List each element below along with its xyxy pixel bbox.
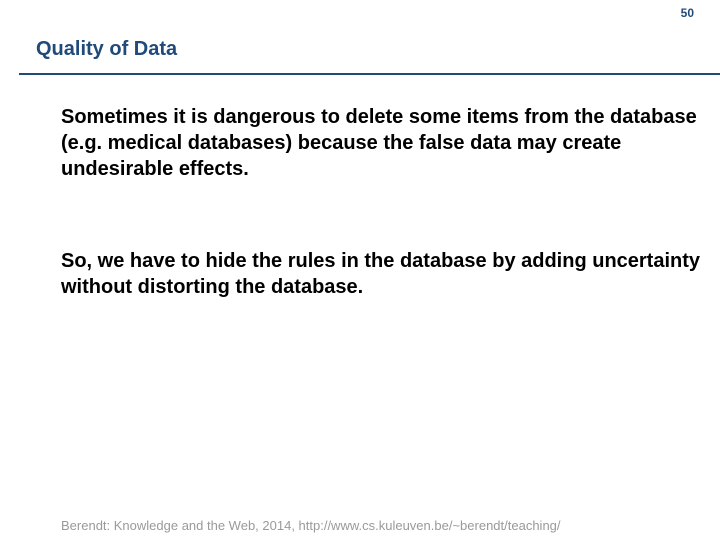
body-paragraph-2: So, we have to hide the rules in the database by adding uncertainty without distorting the database. xyxy=(61,250,701,298)
body-paragraph-1: Sometimes it is dangerous to delete some items from the database (e.g. medical databases) because the false data may create undesirable effects. xyxy=(61,106,697,180)
slide-number: 50 xyxy=(680,6,694,20)
title-underline xyxy=(19,73,720,75)
footer-citation: Berendt: Knowledge and the Web, 2014, http://www.cs.kuleuven.be/~berendt/teaching/ xyxy=(61,518,561,533)
slide-title: Quality of Data xyxy=(36,38,178,60)
